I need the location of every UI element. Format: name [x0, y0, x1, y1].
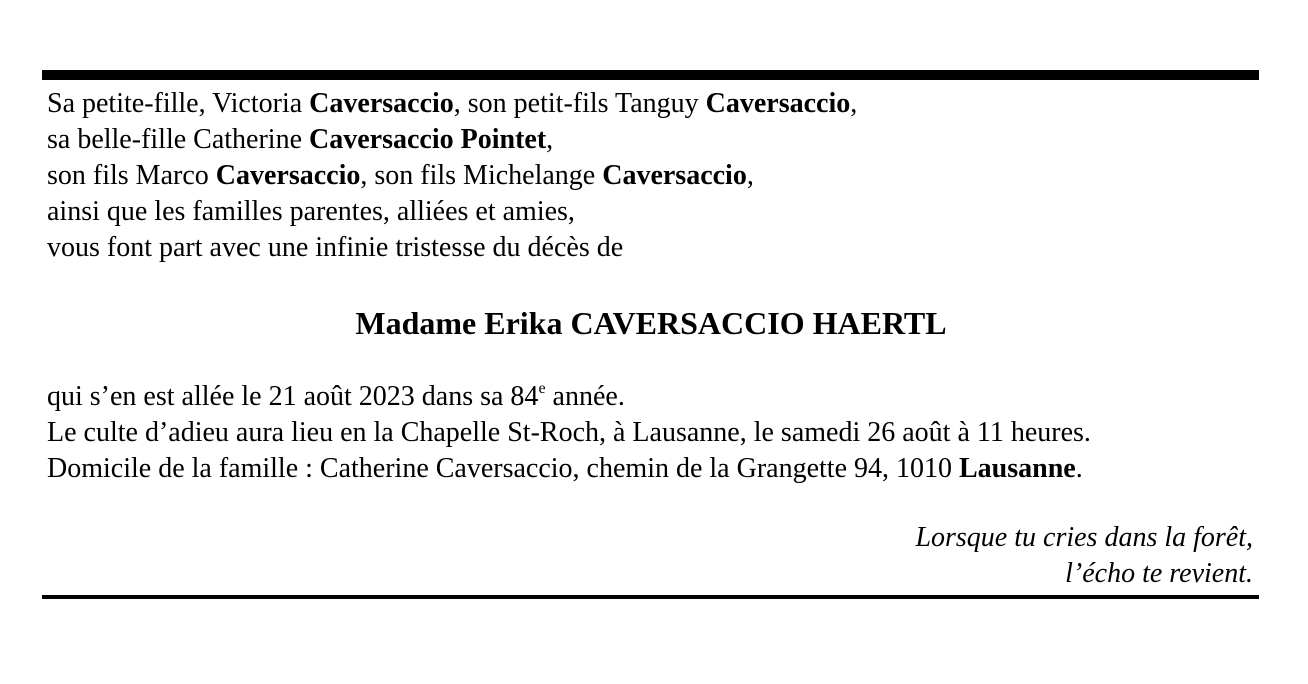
- family-announcement: [47, 86, 857, 266]
- quote-line-2: l’écho te revient.: [1065, 558, 1253, 589]
- text-segment: année.: [545, 381, 625, 412]
- closing-quote: [915, 520, 1253, 592]
- surname: Caversaccio: [215, 160, 361, 191]
- family-line-5: vous font part avec une infinie tristesse du décès de: [47, 232, 624, 263]
- text-segment: ,: [746, 160, 754, 191]
- family-line-3: [47, 158, 857, 194]
- top-rule: [42, 70, 1259, 80]
- text-segment: , son petit-fils Tanguy: [453, 88, 706, 119]
- family-line-4: ainsi que les familles parentes, alliées et amies,: [47, 196, 575, 227]
- text-segment: ,: [850, 88, 858, 119]
- text-segment: Domicile de la famille : Catherine Caversaccio, chemin de la Grangette 94, 1010: [47, 453, 959, 484]
- surname: Caversaccio: [309, 88, 454, 119]
- text-segment: , son fils Michelange: [360, 160, 603, 191]
- funeral-details: [47, 379, 1091, 487]
- details-line-2: Le culte d’adieu aura lieu en la Chapelle St-Roch, à Lausanne, le samedi 26 août à 11 heures.: [47, 417, 1091, 448]
- bottom-rule: [42, 595, 1259, 599]
- text-segment: Sa petite-fille, Victoria: [47, 88, 310, 119]
- text-segment: son fils Marco: [47, 160, 216, 191]
- text-segment: .: [1075, 453, 1083, 484]
- text-segment: ,: [546, 124, 554, 155]
- surname: Caversaccio Pointet: [309, 124, 547, 155]
- details-line-1: [47, 379, 1091, 415]
- family-line-1: [47, 86, 857, 122]
- city: Lausanne: [959, 453, 1076, 484]
- family-line-2: [47, 122, 857, 158]
- ordinal-suffix: e: [538, 380, 546, 397]
- details-line-3: [47, 451, 1091, 487]
- text-segment: sa belle-fille Catherine: [47, 124, 309, 155]
- quote-line-1: Lorsque tu cries dans la forêt,: [915, 522, 1253, 553]
- deceased-name: Madame Erika CAVERSACCIO HAERTL: [355, 305, 947, 341]
- surname: Caversaccio: [602, 160, 747, 191]
- surname: Caversaccio: [705, 88, 851, 119]
- text-segment: qui s’en est allée le 21 août 2023 dans sa 84: [47, 381, 539, 412]
